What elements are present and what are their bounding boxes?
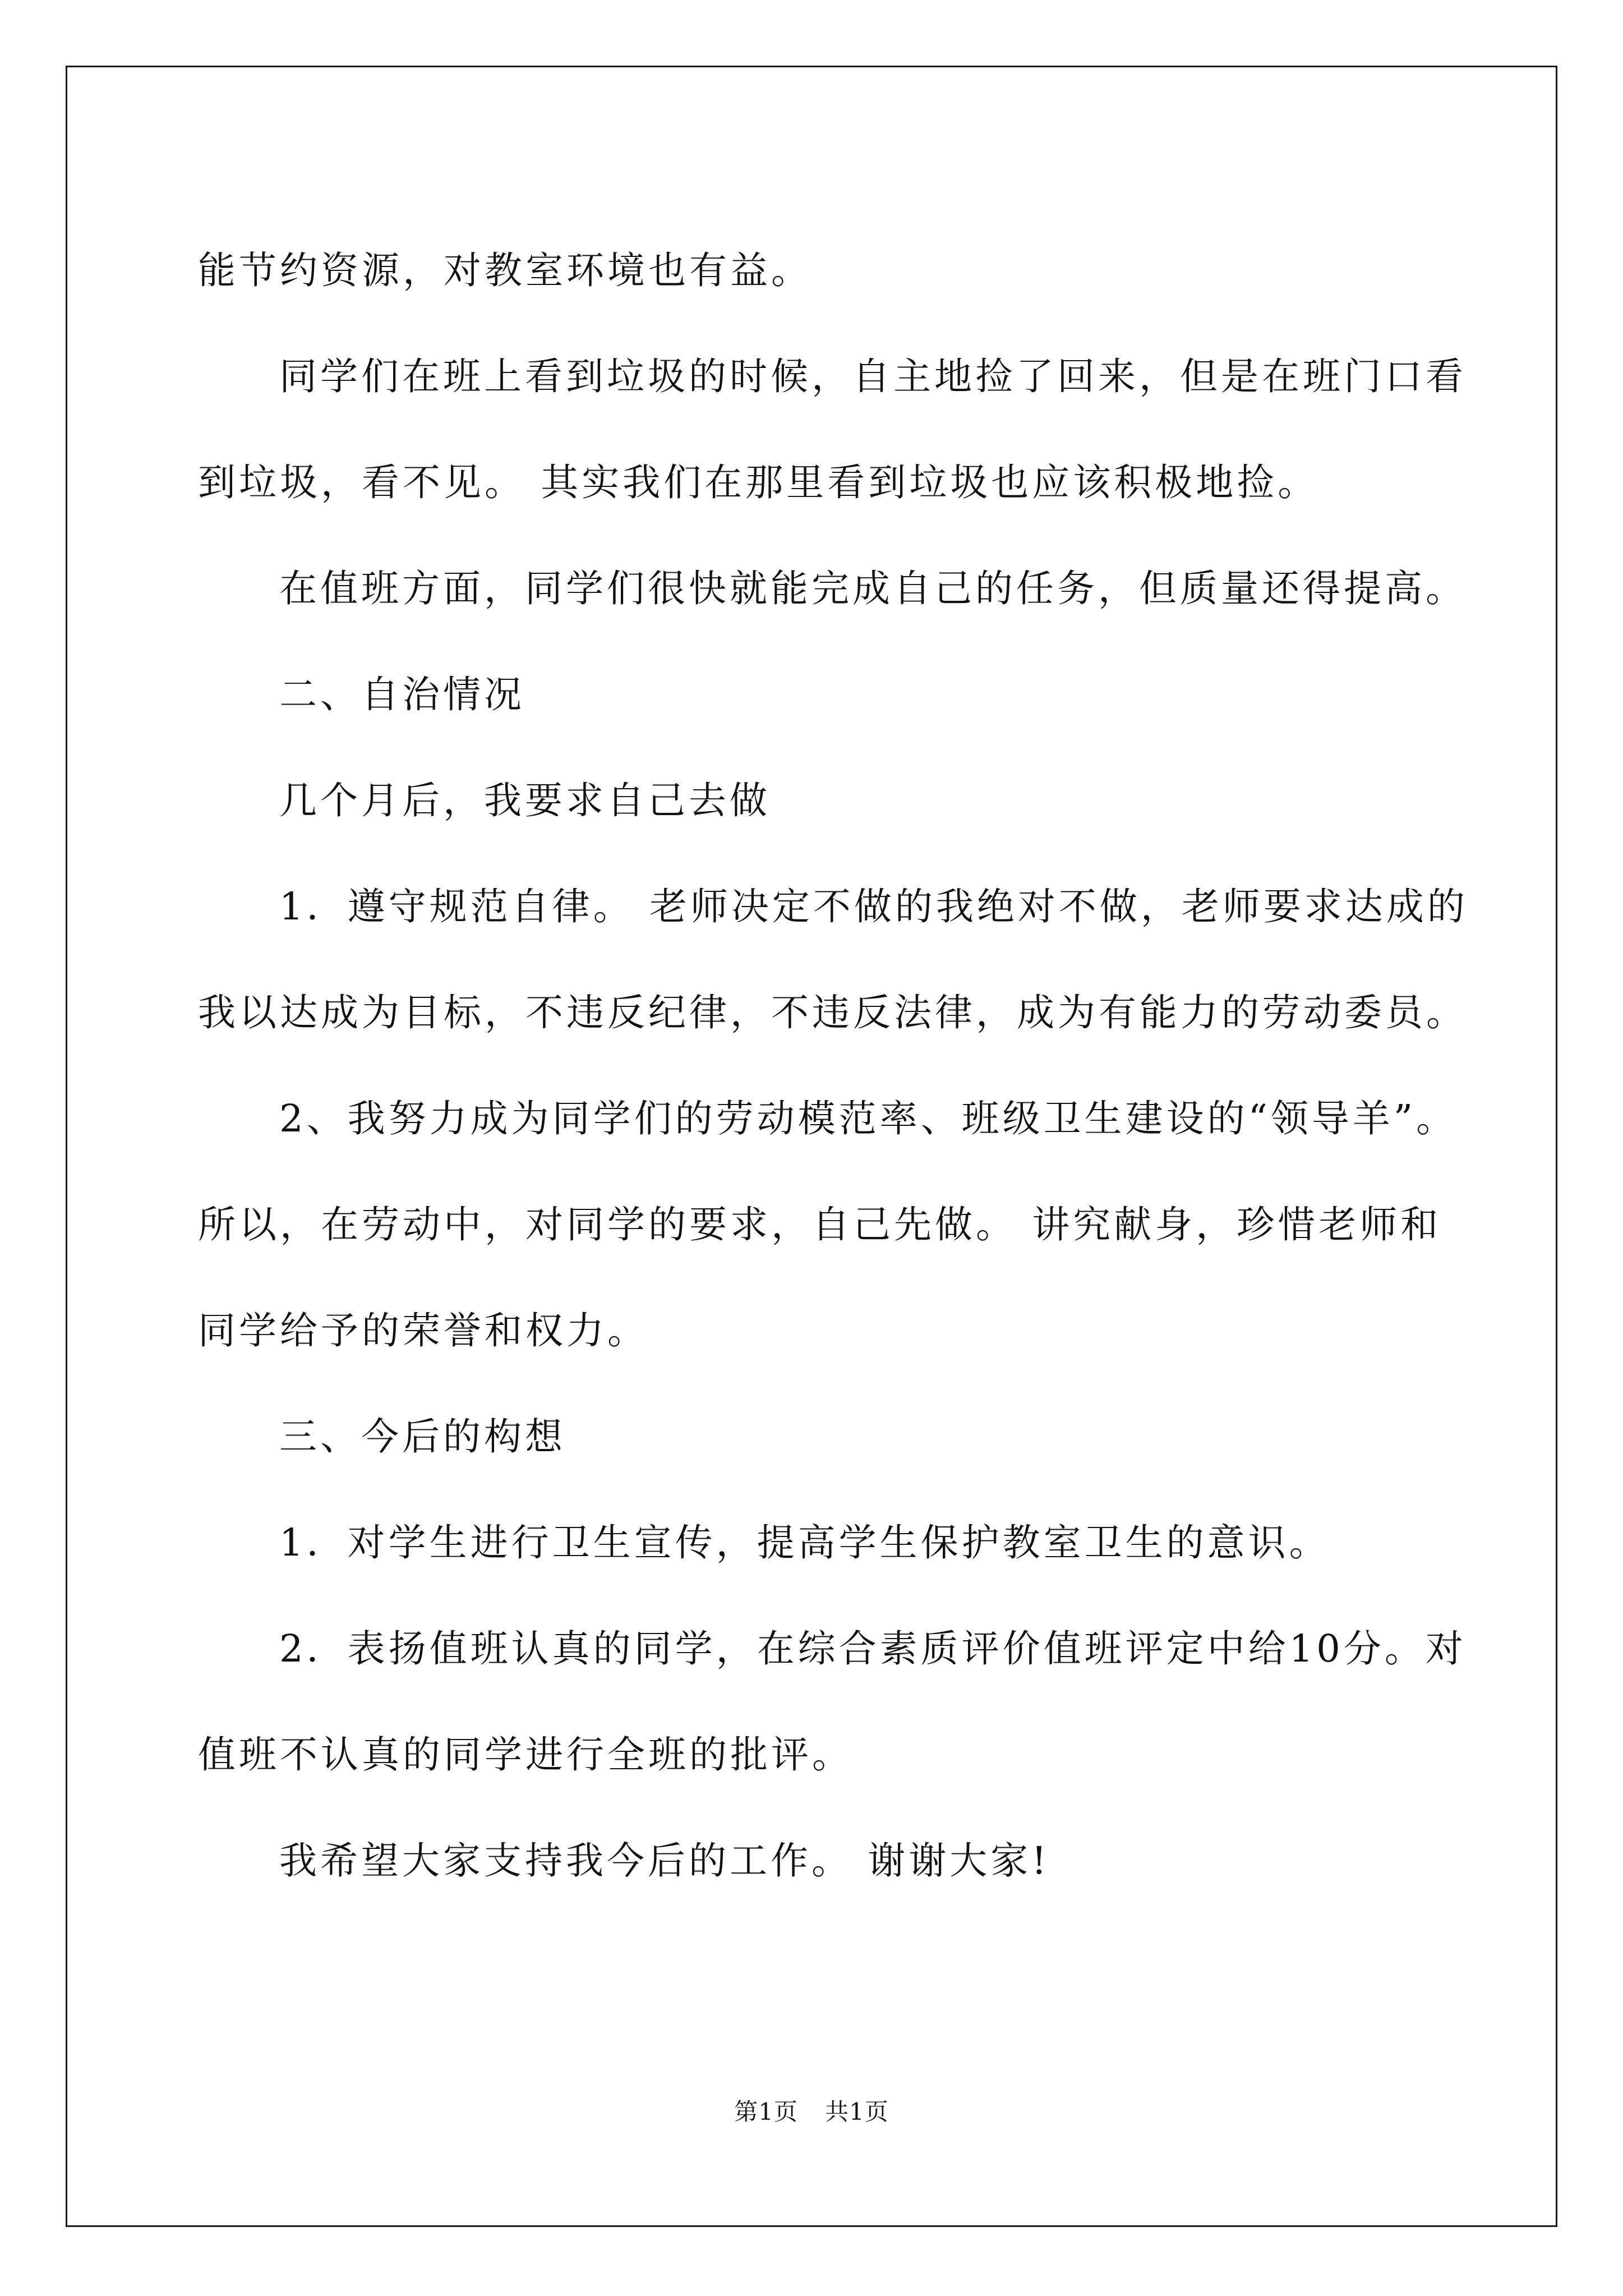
list-item: 1．遵守规范自律。 老师决定不做的我绝对不做，老师要求达成的我以达成为目标，不违反纪律，不违反法律，成为有能力的劳动委员。 <box>198 885 1468 1034</box>
page-total: 共1页 <box>825 2098 889 2125</box>
section-heading: 二、自治情况 <box>279 673 525 716</box>
paragraph: 几个月后，我要求自己去做 <box>279 779 771 822</box>
section-heading: 三、今后的构想 <box>279 1415 566 1458</box>
page-footer <box>0 2095 1623 2129</box>
paragraph: 能节约资源，对教室环境也有益。 <box>198 249 812 292</box>
paragraph: 在值班方面，同学们很快就能完成自己的任务，但质量还得提高。 <box>279 567 1467 610</box>
closing-paragraph: 我希望大家支持我今后的工作。 谢谢大家! <box>279 1839 1050 1883</box>
list-item: 1．对学生进行卫生宣传，提高学生保护教室卫生的意识。 <box>279 1521 1330 1565</box>
paragraph: 同学们在班上看到垃圾的时候，自主地捡了回来，但是在班门口看到垃圾，看不见。 其实我们在那里看到垃圾也应该积极地捡。 <box>198 355 1467 504</box>
list-item: 2．表扬值班认真的同学，在综合素质评价值班评定中给10分。对值班不认真的同学进行全班的批评。 <box>198 1627 1467 1777</box>
list-item: 2、我努力成为同学们的劳动模范率、班级卫生建设的“领导羊”。所以，在劳动中，对同学的要求，自己先做。 讲究献身，珍惜老师和同学给予的荣誉和权力。 <box>198 1097 1458 1352</box>
page-number: 第1页 <box>734 2098 798 2125</box>
document-body <box>198 218 1477 1914</box>
